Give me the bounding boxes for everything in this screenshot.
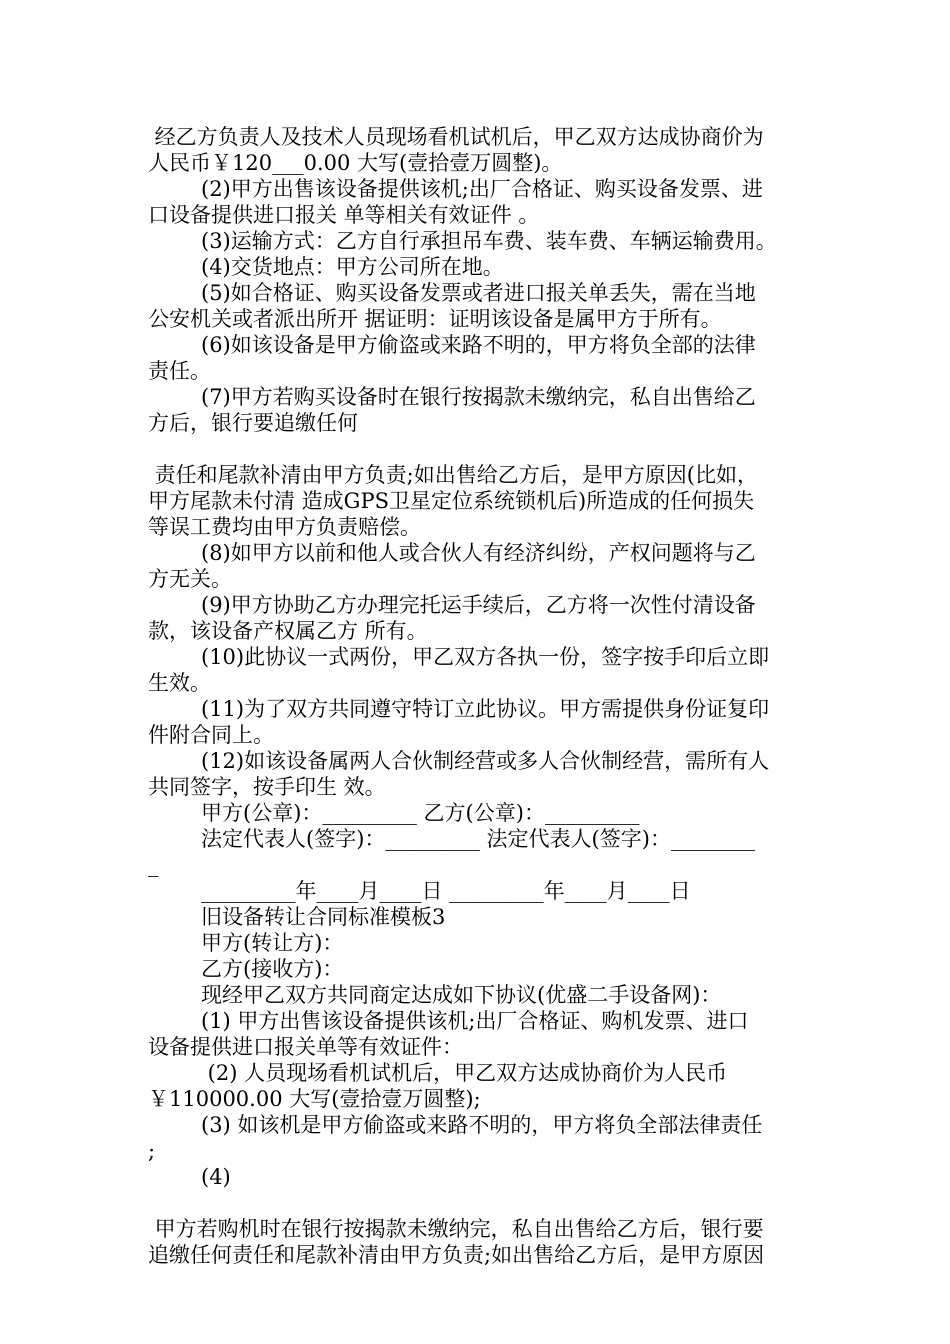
- text-line: (3)运输方式：乙方自行承担吊车费、装车费、车辆运输费用。: [201, 229, 777, 253]
- text-line: (2)甲方出售该设备提供该机;出厂合格证、购买设备发票、进: [201, 177, 763, 201]
- text-line: 责任和尾款补清由甲方负责;如出售给乙方后，是甲方原因(比如，: [148, 463, 758, 487]
- text-line: (11)为了双方共同遵守特订立此协议。甲方需提供身份证复印: [201, 697, 770, 721]
- text-line: (9)甲方协助乙方办理完托运手续后，乙方将一次性付清设备: [201, 593, 756, 617]
- signature-line-representative: 法定代表人(签字)：_________ 法定代表人(签字)：________: [201, 827, 755, 851]
- text-line: (4): [201, 1165, 231, 1189]
- party-b-line: 乙方(接收方)：: [201, 957, 344, 981]
- text-line: (12)如该设备属两人合伙制经营或多人合伙制经营，需所有人: [201, 749, 770, 773]
- text-line: 生效。: [148, 671, 211, 695]
- text-line: (3) 如该机是甲方偷盗或来路不明的，甲方将负全部法律责任: [201, 1113, 763, 1137]
- text-line: 追缴任何责任和尾款补清由甲方负责;如出售给乙方后，是甲方原因: [148, 1243, 765, 1267]
- text-line: 人民币￥120___0.00 大写(壹拾壹万圆整)。: [148, 151, 563, 175]
- signature-line-seal: 甲方(公章)：_________ 乙方(公章)：_________: [201, 801, 640, 825]
- text-line: 方后，银行要追缴任何: [148, 411, 358, 435]
- party-a-line: 甲方(转让方)：: [201, 931, 344, 955]
- text-line: ;: [148, 1139, 156, 1163]
- text-line: (6)如该设备是甲方偷盗或来路不明的，甲方将负全部的法律: [201, 333, 756, 357]
- text-line: 甲方尾款未付清 造成GPS卫星定位系统锁机后)所造成的任何损失: [148, 489, 755, 513]
- text-line: 方无关。: [148, 567, 232, 591]
- text-line: 经乙方负责人及技术人员现场看机试机后，甲乙双方达成协商价为: [148, 125, 764, 149]
- text-line: (4)交货地点：甲方公司所在地。: [201, 255, 504, 279]
- text-line: 设备提供进口报关单等有效证件：: [148, 1035, 463, 1059]
- text-line: 责任。: [148, 359, 211, 383]
- text-line: (5)如合格证、购买设备发票或者进口报关单丢失，需在当地: [201, 281, 756, 305]
- text-line: 甲方若购机时在银行按揭款未缴纳完，私自出售给乙方后，银行要: [148, 1217, 764, 1241]
- text-line: (1) 甲方出售该设备提供该机;出厂合格证、购机发票、进口: [201, 1009, 749, 1033]
- section-title: 旧设备转让合同标准模板3: [201, 905, 446, 929]
- text-line: (7)甲方若购买设备时在银行按揭款未缴纳完，私自出售给乙: [201, 385, 756, 409]
- text-line: 共同签字，按手印生 效。: [148, 775, 386, 799]
- text-line: _: [148, 853, 159, 877]
- text-line: (8)如甲方以前和他人或合伙人有经济纠纷，产权问题将与乙: [201, 541, 756, 565]
- text-line: 款，该设备产权属乙方 所有。: [148, 619, 428, 643]
- text-line: 口设备提供进口报关 单等相关有效证件 。: [148, 203, 540, 227]
- text-line: 件附合同上。: [148, 723, 274, 747]
- text-line: ￥110000.00 大写(壹拾壹万圆整);: [148, 1087, 481, 1111]
- text-line: 现经甲乙双方共同商定达成如下协议(优盛二手设备网)：: [201, 983, 722, 1007]
- text-line: (10)此协议一式两份，甲乙双方各执一份，签字按手印后立即: [201, 645, 770, 669]
- text-line: 等误工费均由甲方负责赔偿。: [148, 515, 421, 539]
- text-line: 公安机关或者派出所开 据证明：证明该设备是属甲方于所有。: [148, 307, 722, 331]
- date-line: _________年____月____日 _________年____月____日: [201, 879, 691, 903]
- text-line: (2) 人员现场看机试机后，甲乙双方达成协商价为人民币: [201, 1061, 728, 1085]
